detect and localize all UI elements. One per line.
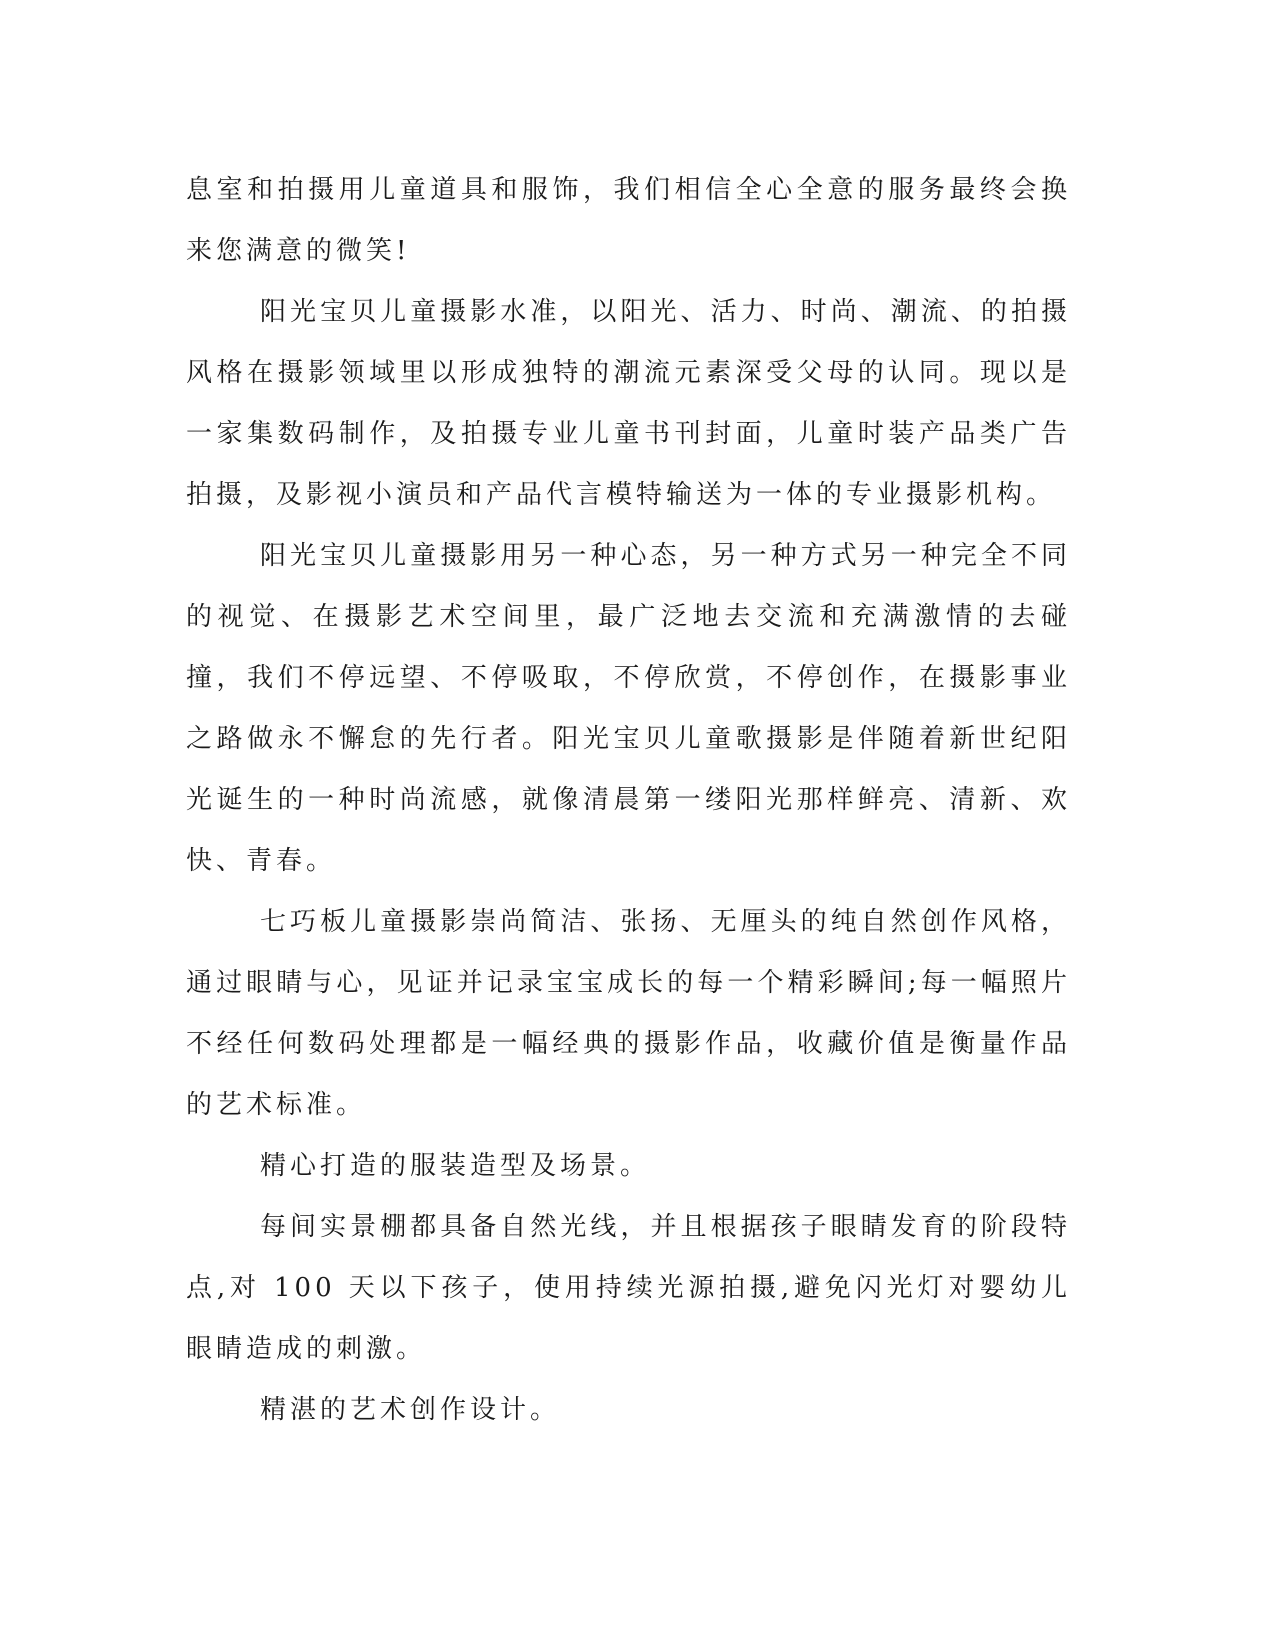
paragraph-7: 精湛的艺术创作设计。	[260, 1395, 561, 1425]
paragraph-5: 精心打造的服装造型及场景。	[260, 1151, 651, 1181]
document-body	[186, 160, 1071, 1441]
paragraph-6: 每间实景棚都具备自然光线，并且根据孩子眼睛发育的阶段特点,对 100 天以下孩子，使用持续光源拍摄,避免闪光灯对婴幼儿眼睛造成的刺激。	[186, 1212, 1071, 1364]
paragraph-3: 阳光宝贝儿童摄影用另一种心态，另一种方式另一种完全不同的视觉、在摄影艺术空间里，最广泛地去交流和充满激情的去碰撞，我们不停远望、不停吸取，不停欣赏，不停创作，在摄影事业之路做永不懈怠的先行者。阳光宝贝儿童歌摄影是伴随着新世纪阳光诞生的一种时尚流感，就像清晨第一缕阳光那样鲜亮、清新、欢快、青春。	[186, 541, 1071, 876]
paragraph-1: 息室和拍摄用儿童道具和服饰，我们相信全心全意的服务最终会换来您满意的微笑!	[186, 175, 1071, 266]
paragraph-2: 阳光宝贝儿童摄影水准，以阳光、活力、时尚、潮流、的拍摄风格在摄影领域里以形成独特的潮流元素深受父母的认同。现以是一家集数码制作，及拍摄专业儿童书刊封面，儿童时装产品类广告拍摄，及影视小演员和产品代言模特输送为一体的专业摄影机构。	[186, 297, 1071, 510]
paragraph-4: 七巧板儿童摄影崇尚简洁、张扬、无厘头的纯自然创作风格，通过眼睛与心，见证并记录宝宝成长的每一个精彩瞬间;每一幅照片不经任何数码处理都是一幅经典的摄影作品，收藏价值是衡量作品的艺术标准。	[186, 907, 1071, 1120]
